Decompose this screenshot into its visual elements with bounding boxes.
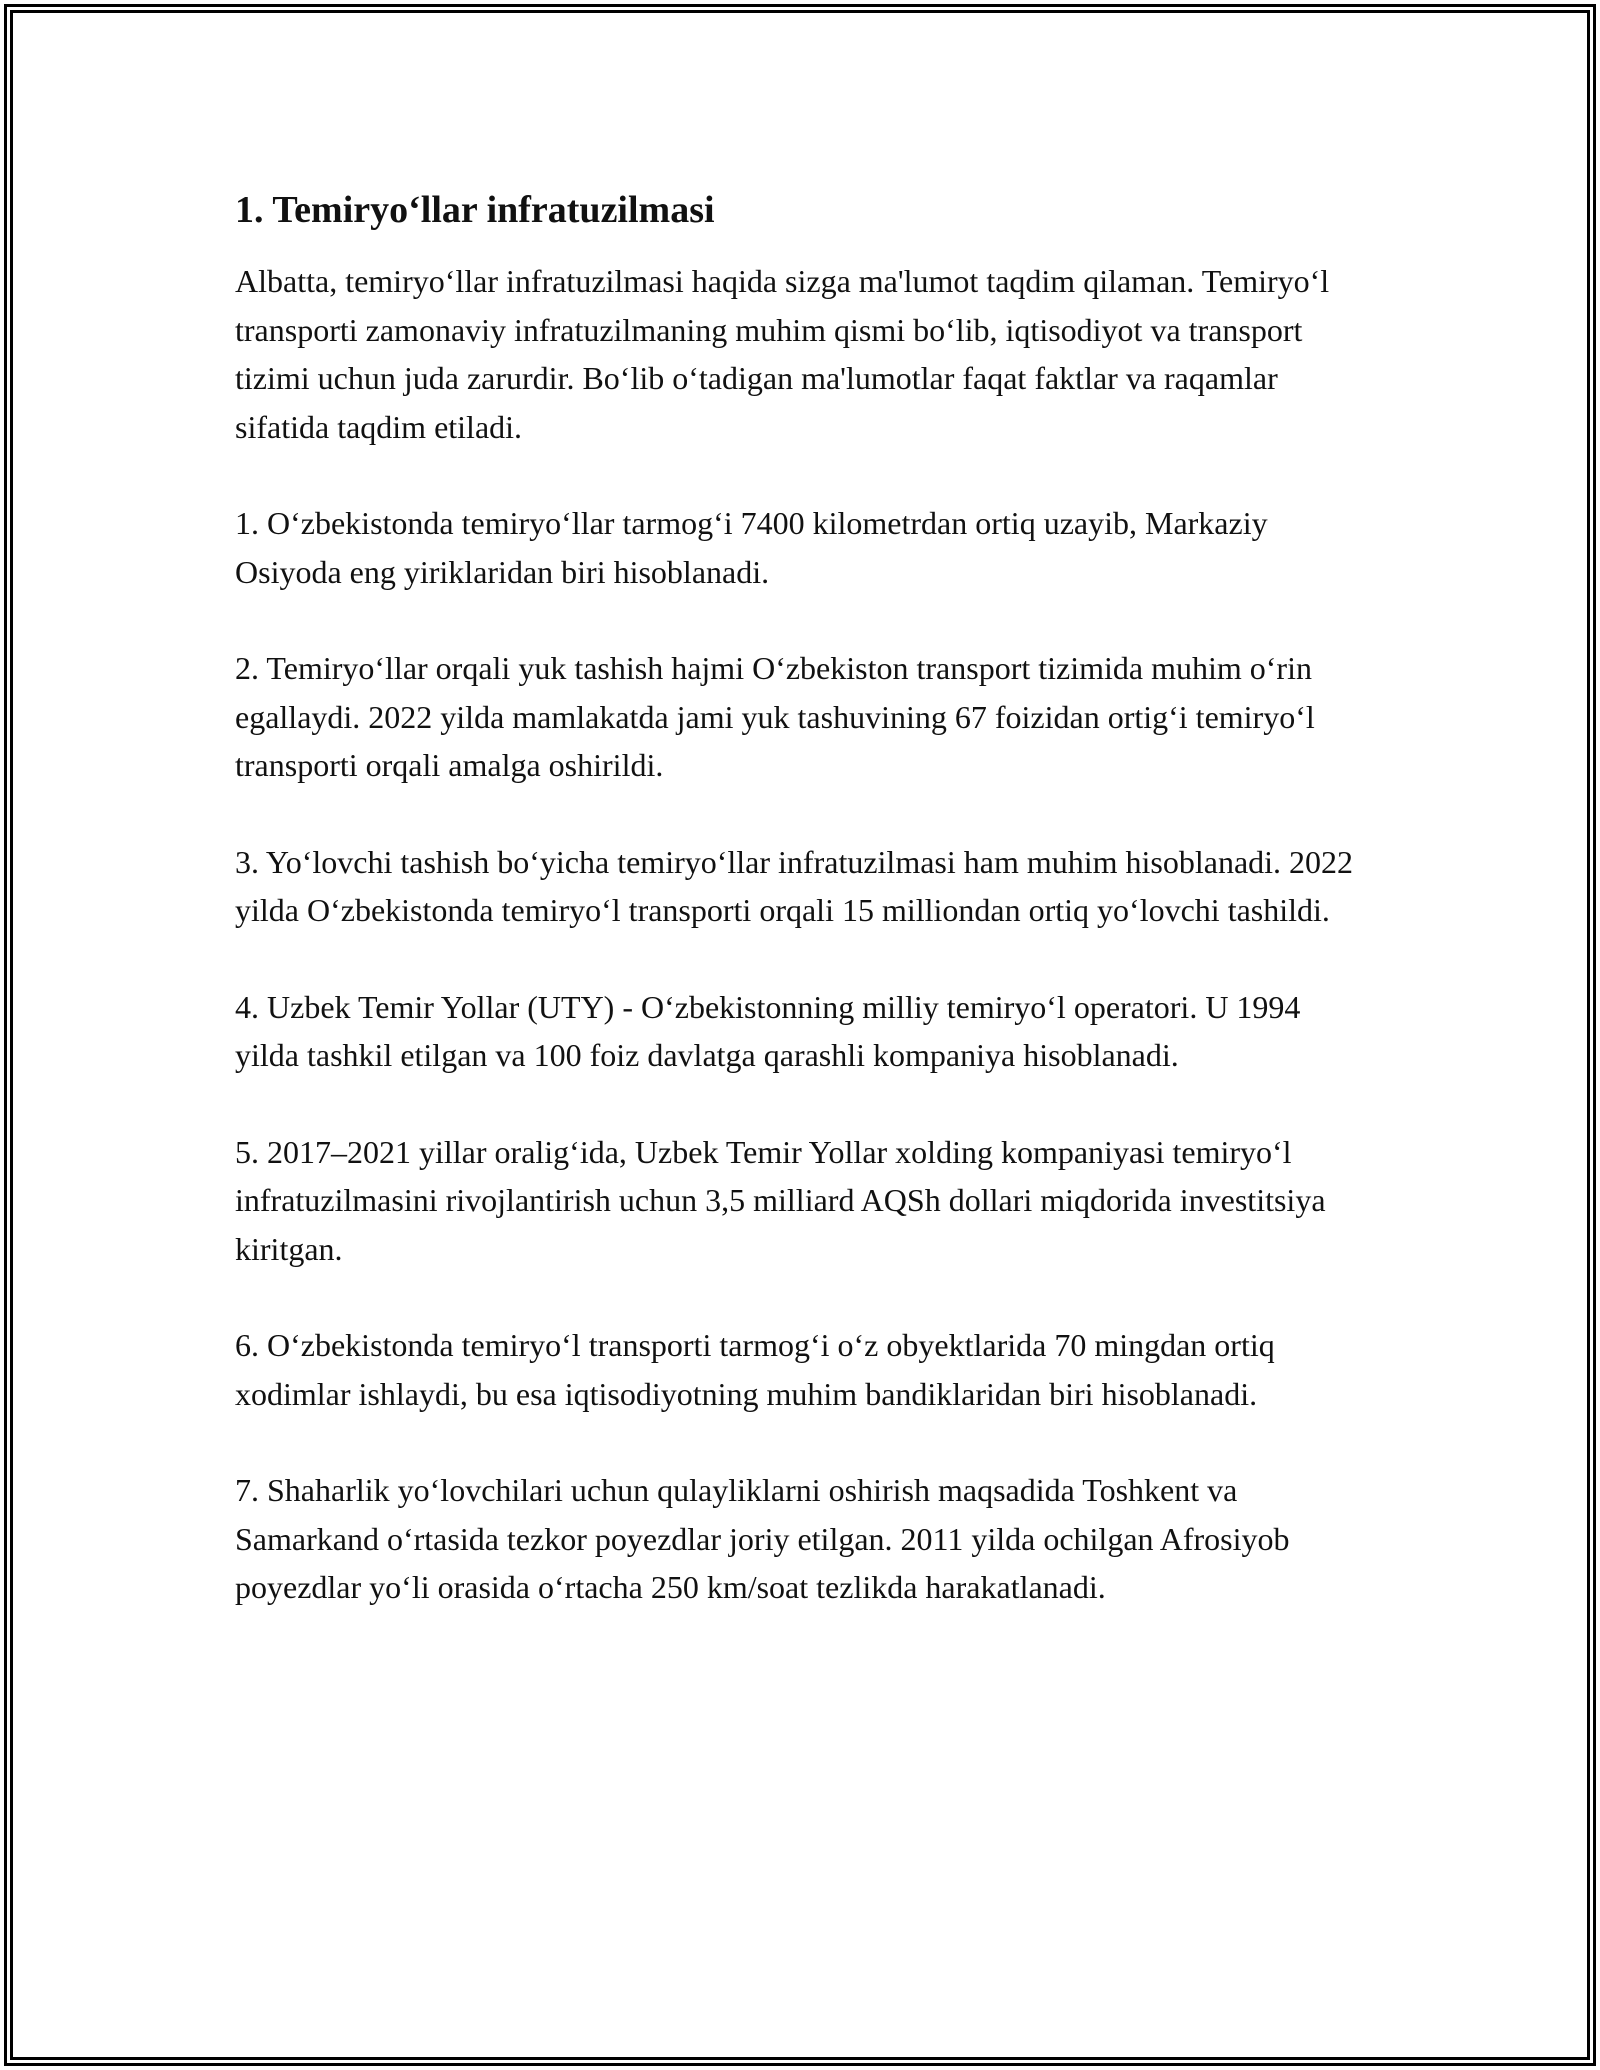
list-item: 4. Uzbek Temir Yollar (UTY) - O‘zbekistonning milliy temiryo‘l operatori. U 1994 yilda tashkil etilgan va 100 foiz davlatga qarashli kompaniya hisoblanadi. bbox=[235, 988, 1301, 1073]
list-item: 3. Yo‘lovchi tashish bo‘yicha temiryo‘llar infratuzilmasi ham muhim hisoblanadi. 2022 yilda O‘zbekistonda temiryo‘l transporti orqali 15 milliondan ortiq yo‘lovchi tashildi. bbox=[235, 843, 1354, 928]
list-item: 1. O‘zbekistonda temiryo‘llar tarmog‘i 7400 kilometrdan ortiq uzayib, Markaziy Osiyoda eng yiriklaridan biri hisoblanadi. bbox=[235, 505, 1268, 590]
document-title: 1. Temiryo‘llar infratuzilmasi bbox=[235, 189, 715, 231]
intro-paragraph: Albatta, temiryo‘llar infratuzilmasi haqida sizga ma'lumot taqdim qilaman. Temiryo‘l transporti zamonaviy infratuzilmaning muhim qismi bo‘lib, iqtisodiyot va transport tizimi uchun juda zarurdir. Bo‘lib o‘tadigan ma'lumotlar faqat faktlar va raqamlar sifatida taqdim etiladi. bbox=[235, 263, 1330, 445]
list-item: 2. Temiryo‘llar orqali yuk tashish hajmi O‘zbekiston transport tizimida muhim o‘rin egallaydi. 2022 yilda mamlakatda jami yuk tashuvining 67 foizidan ortig‘i temiryo‘l transporti orqali amalga oshirildi. bbox=[235, 650, 1315, 783]
document-body bbox=[235, 185, 1365, 1660]
list-item: 5. 2017–2021 yillar oralig‘ida, Uzbek Temir Yollar xolding kompaniyasi temiryo‘l infratuzilmasini rivojlantirish uchun 3,5 milliard AQSh dollari miqdorida investitsiya kiritgan. bbox=[235, 1133, 1326, 1267]
list-item: 7. Shaharlik yo‘lovchilari uchun qulayliklarni oshirish maqsadida Toshkent va Samarkand o‘rtasida tezkor poyezdlar joriy etilgan. 2011 yilda ochilgan Afrosiyob poyezdlar yo‘li orasida o‘rtacha 250 km/soat tezlikda harakatlanadi. bbox=[235, 1472, 1290, 1605]
list-item: 6. O‘zbekistonda temiryo‘l transporti tarmog‘i o‘z obyektlarida 70 mingdan ortiq xodimlar ishlaydi, bu esa iqtisodiyotning muhim bandiklaridan biri hisoblanadi. bbox=[235, 1327, 1275, 1412]
